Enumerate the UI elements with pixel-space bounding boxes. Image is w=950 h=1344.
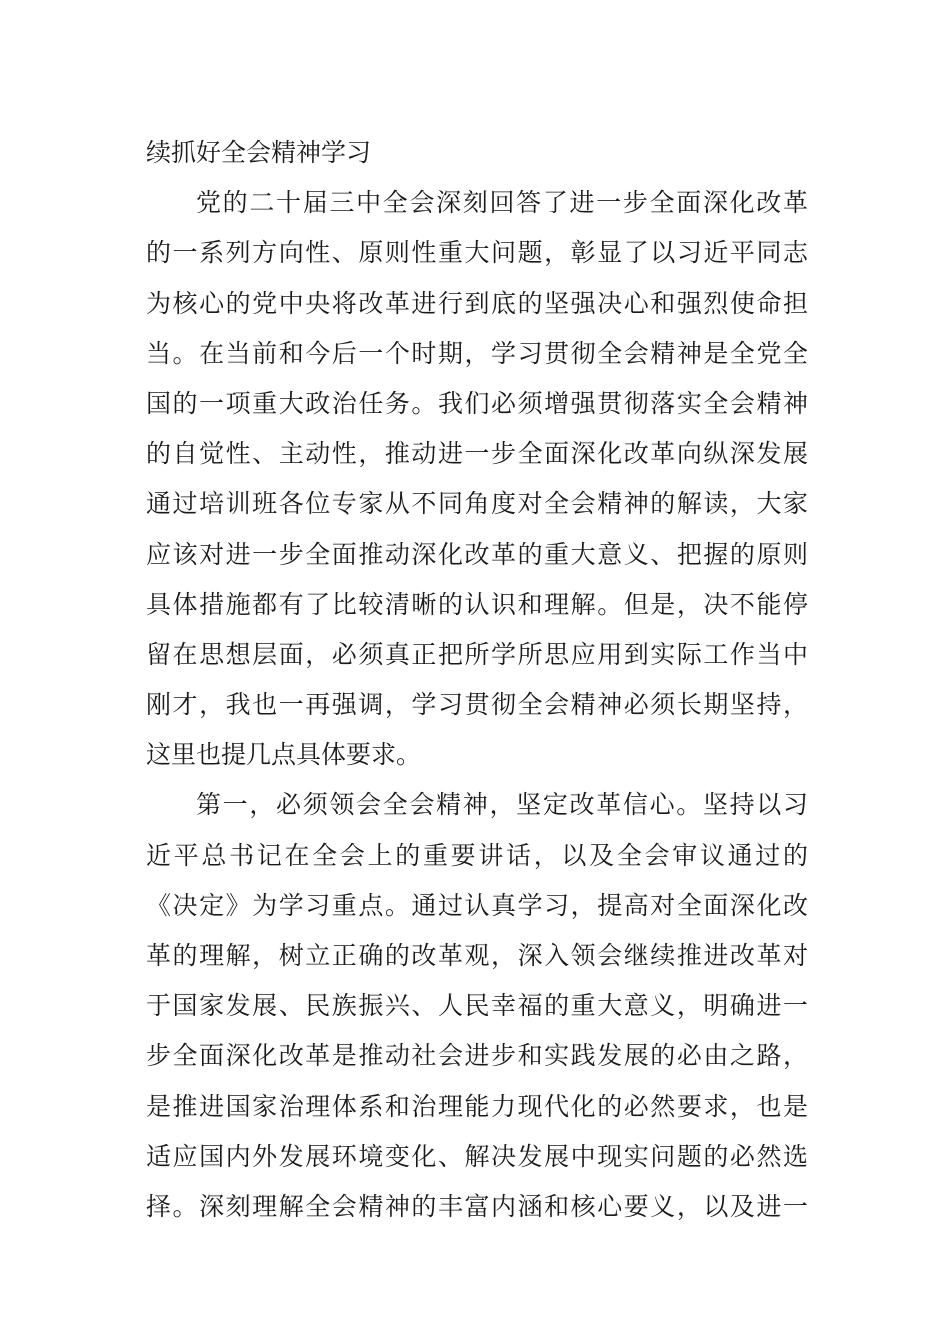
text-line: 择。深刻理解全会精神的丰富内涵和核心要义，以及进一 xyxy=(146,1191,808,1221)
text-line: 第一，必须领会全会精神，坚定改革信心。坚持以习 xyxy=(196,790,808,820)
text-line: 具体措施都有了比较清晰的认识和理解。但是，决不能停 xyxy=(146,589,808,619)
text-line: 续抓好全会精神学习 xyxy=(146,138,372,167)
text-line: 适应国内外发展环境变化、解决发展中现实问题的必然选 xyxy=(146,1141,808,1171)
text-line: 《决定》为学习重点。通过认真学习，提高对全面深化改 xyxy=(146,890,808,920)
text-line: 的自觉性、主动性，推动进一步全面深化改革向纵深发展 xyxy=(146,439,808,469)
text-line: 的一系列方向性、原则性重大问题，彰显了以习近平同志 xyxy=(146,238,808,268)
text-line: 国的一项重大政治任务。我们必须增强贯彻落实全会精神 xyxy=(146,388,808,418)
text-line: 为核心的党中央将改革进行到底的坚强决心和强烈使命担 xyxy=(146,288,808,318)
text-line: 留在思想层面，必须真正把所学所思应用到实际工作当中 xyxy=(146,639,808,669)
text-line: 应该对进一步全面推动深化改革的重大意义、把握的原则 xyxy=(146,539,808,569)
text-line: 刚才，我也一再强调，学习贯彻全会精神必须长期坚持， xyxy=(146,690,808,720)
document-body xyxy=(146,128,808,1232)
text-line: 当。在当前和今后一个时期，学习贯彻全会精神是全党全 xyxy=(146,338,808,368)
text-line: 于国家发展、民族振兴、人民幸福的重大意义，明确进一 xyxy=(146,991,808,1021)
text-line: 通过培训班各位专家从不同角度对全会精神的解读，大家 xyxy=(146,489,808,519)
text-line: 党的二十届三中全会深刻回答了进一步全面深化改革 xyxy=(196,188,808,218)
text-line: 革的理解，树立正确的改革观，深入领会继续推进改革对 xyxy=(146,941,808,970)
text-line: 是推进国家治理体系和治理能力现代化的必然要求，也是 xyxy=(146,1091,808,1121)
text-line: 步全面深化改革是推动社会进步和实践发展的必由之路， xyxy=(146,1041,808,1071)
text-line: 近平总书记在全会上的重要讲话，以及全会审议通过的 xyxy=(146,840,808,870)
text-line: 这里也提几点具体要求。 xyxy=(146,740,422,770)
